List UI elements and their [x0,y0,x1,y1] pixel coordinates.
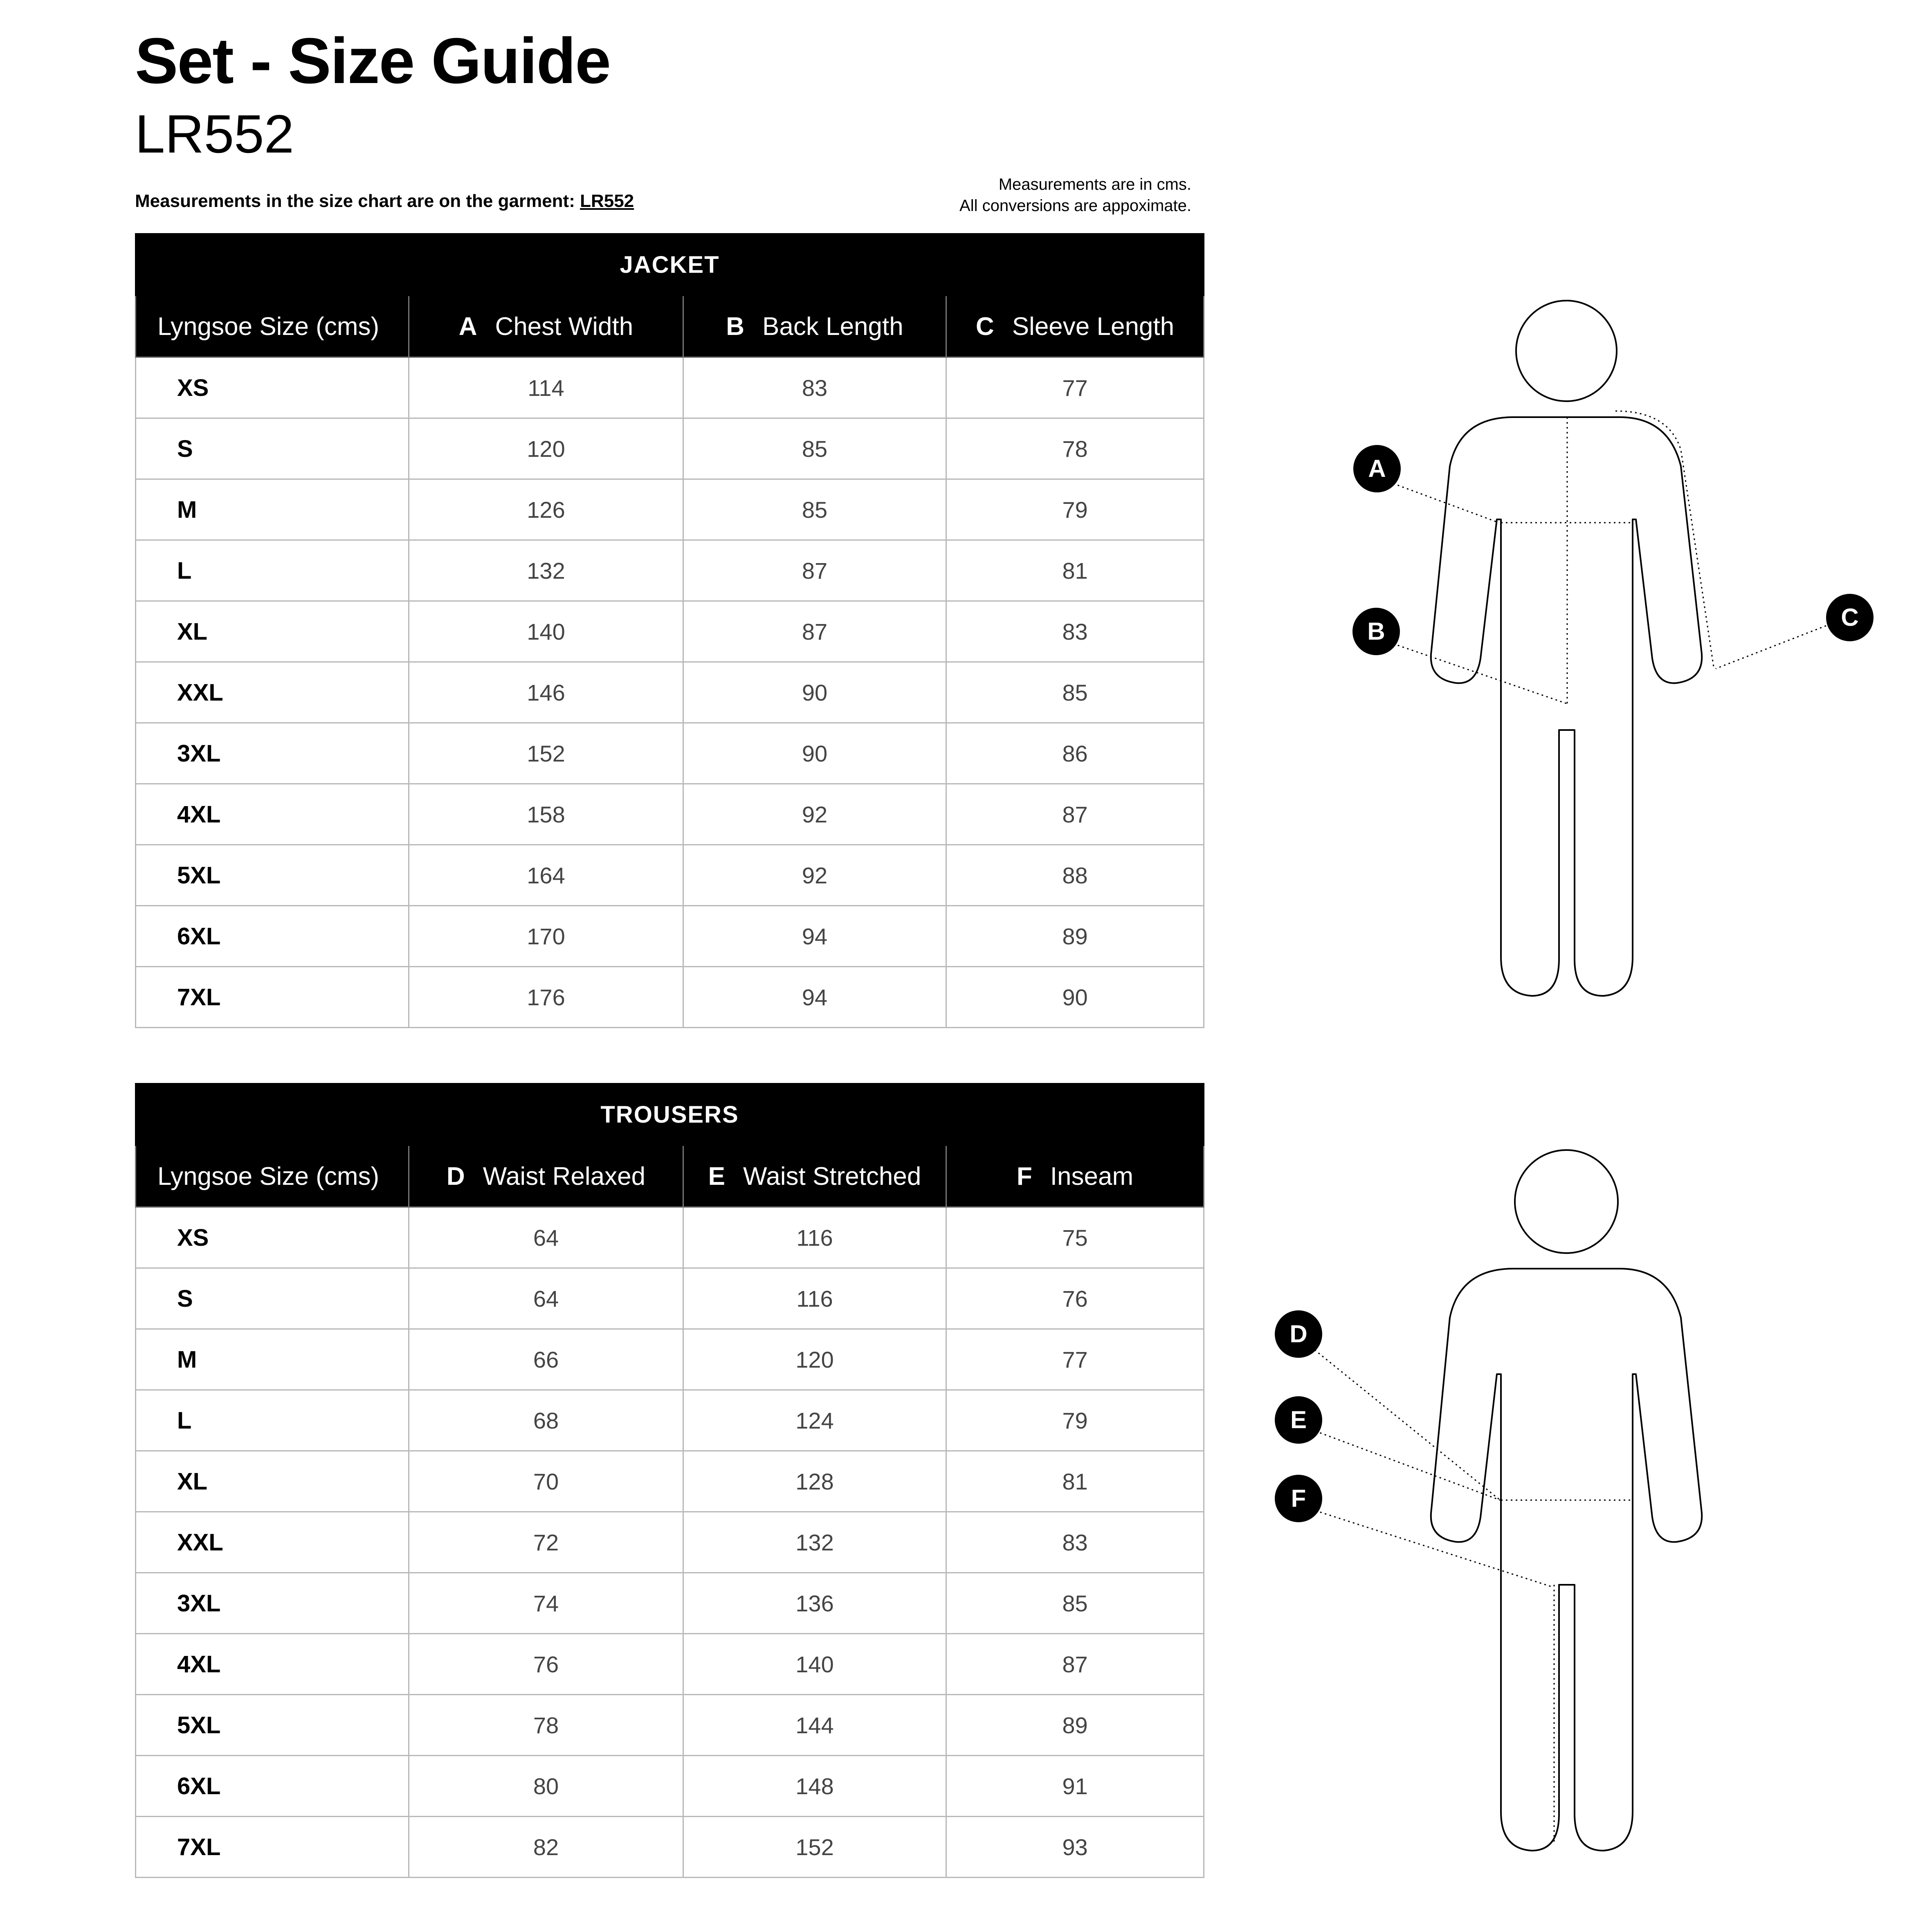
size-cell: S [136,418,409,479]
marker-c-label: C [1841,604,1859,631]
page-title: Set - Size Guide [135,25,611,97]
marker-d [1275,1310,1322,1358]
value-cell: 114 [409,357,683,418]
size-cell: XXL [136,1512,409,1573]
value-cell: 64 [409,1207,683,1268]
value-cell: 87 [683,601,946,662]
value-cell: 81 [946,1451,1204,1512]
value-cell: 92 [683,845,946,906]
value-cell: 79 [946,1390,1204,1451]
value-cell: 74 [409,1573,683,1634]
head-outline [1515,1150,1618,1253]
value-cell: 124 [683,1390,946,1451]
value-cell: 152 [683,1817,946,1878]
column-header-label: Sleeve Length [1012,312,1175,341]
value-cell: 77 [946,1329,1204,1390]
measure-letter: F [1016,1162,1032,1191]
body-outline [1431,1269,1702,1851]
value-cell: 176 [409,967,683,1028]
value-cell: 79 [946,479,1204,540]
column-header-label: Back Length [762,312,903,341]
value-cell: 78 [409,1695,683,1756]
value-cell: 85 [946,662,1204,723]
value-cell: 148 [683,1756,946,1817]
size-cell: XL [136,1451,409,1512]
value-cell: 89 [946,906,1204,967]
size-cell: 7XL [136,1817,409,1878]
marker-b-label: B [1367,618,1385,645]
value-cell: 64 [409,1268,683,1329]
size-cell: 5XL [136,1695,409,1756]
measure-letter: D [446,1162,465,1191]
value-cell: 68 [409,1390,683,1451]
value-cell: 82 [409,1817,683,1878]
value-cell: 70 [409,1451,683,1512]
value-cell: 77 [946,357,1204,418]
value-cell: 144 [683,1695,946,1756]
value-cell: 86 [946,723,1204,784]
value-cell: 126 [409,479,683,540]
size-cell: L [136,1390,409,1451]
value-cell: 116 [683,1268,946,1329]
value-cell: 146 [409,662,683,723]
value-cell: 91 [946,1756,1204,1817]
value-cell: 88 [946,845,1204,906]
value-cell: 83 [946,1512,1204,1573]
garment-note-code: LR552 [580,191,634,211]
marker-e-label: E [1290,1406,1307,1433]
marker-f [1275,1475,1322,1522]
column-header-label: Lyngsoe Size (cms) [157,1162,380,1191]
size-cell: XS [136,1207,409,1268]
value-cell: 140 [409,601,683,662]
size-cell: 4XL [136,784,409,845]
size-cell: L [136,540,409,601]
value-cell: 87 [946,1634,1204,1695]
value-cell: 76 [409,1634,683,1695]
marker-d-label: D [1289,1320,1307,1348]
leader-e [1311,1429,1500,1500]
units-note-line-2: All conversions are appoximate. [959,197,1191,215]
value-cell: 66 [409,1329,683,1390]
column-header-label: Inseam [1050,1162,1134,1191]
value-cell: 94 [683,906,946,967]
value-cell: 83 [683,357,946,418]
column-header-label: Lyngsoe Size (cms) [157,312,380,341]
value-cell: 132 [409,540,683,601]
size-cell: XL [136,601,409,662]
value-cell: 170 [409,906,683,967]
measure-letter: A [458,312,477,341]
size-cell: 5XL [136,845,409,906]
value-cell: 152 [409,723,683,784]
marker-e [1275,1396,1322,1444]
value-cell: 87 [946,784,1204,845]
column-header-label: Waist Stretched [743,1162,921,1191]
measure-letter: B [726,312,745,341]
units-note-line-1: Measurements are in cms. [998,175,1191,193]
column-header-label: Waist Relaxed [483,1162,646,1191]
value-cell: 132 [683,1512,946,1573]
model-code: LR552 [135,104,294,164]
measure-letter: C [975,312,994,341]
value-cell: 120 [409,418,683,479]
value-cell: 120 [683,1329,946,1390]
size-cell: M [136,479,409,540]
size-cell: XXL [136,662,409,723]
garment-note-text: Measurements in the size chart are on the garment: [135,191,580,211]
value-cell: 164 [409,845,683,906]
value-cell: 89 [946,1695,1204,1756]
marker-f-label: F [1291,1485,1306,1512]
marker-a-label: A [1368,455,1386,482]
jacket-table-title: JACKET [136,234,1204,296]
value-cell: 92 [683,784,946,845]
size-cell: XS [136,357,409,418]
value-cell: 94 [683,967,946,1028]
value-cell: 128 [683,1451,946,1512]
value-cell: 85 [683,418,946,479]
value-cell: 81 [946,540,1204,601]
value-cell: 90 [683,662,946,723]
value-cell: 78 [946,418,1204,479]
leader-d [1311,1347,1500,1500]
value-cell: 80 [409,1756,683,1817]
size-cell: 3XL [136,1573,409,1634]
value-cell: 83 [946,601,1204,662]
trousers-table-title: TROUSERS [136,1084,1204,1146]
value-cell: 93 [946,1817,1204,1878]
value-cell: 75 [946,1207,1204,1268]
value-cell: 136 [683,1573,946,1634]
measure-letter: E [708,1162,726,1191]
size-cell: M [136,1329,409,1390]
value-cell: 85 [946,1573,1204,1634]
value-cell: 158 [409,784,683,845]
size-cell: 7XL [136,967,409,1028]
value-cell: 140 [683,1634,946,1695]
size-cell: 6XL [136,1756,409,1817]
column-header-label: Chest Width [495,312,634,341]
size-cell: 4XL [136,1634,409,1695]
size-cell: 6XL [136,906,409,967]
value-cell: 85 [683,479,946,540]
size-cell: 3XL [136,723,409,784]
size-cell: S [136,1268,409,1329]
value-cell: 90 [683,723,946,784]
value-cell: 87 [683,540,946,601]
value-cell: 90 [946,967,1204,1028]
value-cell: 76 [946,1268,1204,1329]
value-cell: 116 [683,1207,946,1268]
value-cell: 72 [409,1512,683,1573]
